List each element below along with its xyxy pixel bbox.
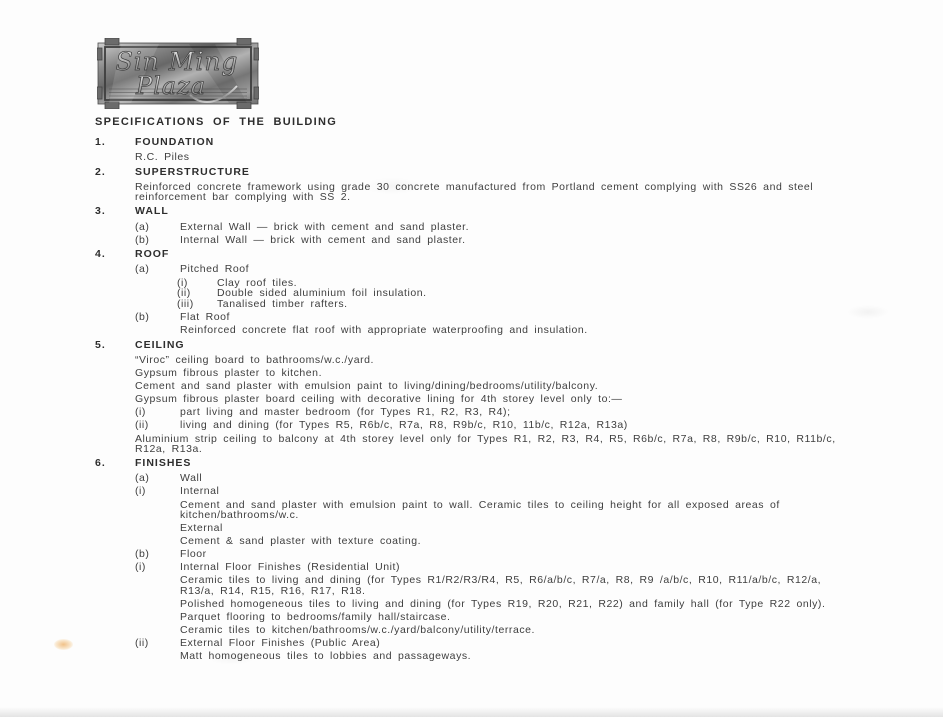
spec-list-item: [95, 264, 845, 274]
sin-ming-plaza-logo: [97, 38, 259, 109]
list-item-text: Flat Roof: [180, 311, 230, 324]
paragraph-text: Gypsum fibrous plaster to kitchen.: [135, 367, 323, 380]
spec-paragraph: [95, 536, 845, 546]
paragraph-text: R.C. Piles: [135, 151, 190, 164]
section-number: 3.: [95, 205, 106, 218]
paragraph-text: Cement and sand plaster with emulsion paint to wall. Ceramic tiles to ceiling height for all exposed areas of kitchen/bathrooms/w.c.: [180, 498, 780, 521]
paragraph-text: Parquet flooring to bedrooms/family hall/staircase.: [180, 610, 451, 623]
paragraph-text: Polished homogeneous tiles to living and dining (for Types R19, R20, R21, R22) and family hall (for Type R22 only).: [180, 597, 826, 610]
list-item-text: Internal: [180, 485, 220, 498]
spec-list-item: [95, 486, 845, 496]
spec-list-item: [95, 549, 845, 559]
list-item-label: (i): [135, 485, 146, 498]
spec-list-item: [95, 278, 845, 288]
list-item-text: Wall: [180, 472, 203, 485]
list-item-text: part living and master bedroom (for Types R1, R2, R3, R4);: [180, 406, 511, 419]
section-title: WALL: [135, 205, 169, 218]
spec-paragraph: [95, 500, 845, 521]
spec-paragraph: [95, 355, 845, 365]
list-item-text: Internal Wall — brick with cement and sand plaster.: [180, 233, 466, 246]
section-title: SUPERSTRUCTURE: [135, 165, 250, 178]
list-item-label: (i): [177, 276, 188, 289]
list-item-text: living and dining (for Types R5, R6b/c, R7a, R8, R9b/c, R10, 11b/c, R12a, R13a): [180, 419, 628, 432]
list-item-label: (a): [135, 220, 150, 233]
list-item-label: (a): [135, 263, 150, 276]
document-body: [95, 133, 845, 661]
section-number: 5.: [95, 338, 106, 351]
paragraph-text: Ceramic tiles to kitchen/bathrooms/w.c./yard/balcony/utility/terrace.: [180, 623, 536, 636]
list-item-text: Tanalised timber rafters.: [217, 298, 348, 311]
list-item-label: (i): [135, 406, 146, 419]
section-heading: [95, 137, 845, 147]
section-number: 2.: [95, 165, 106, 178]
paragraph-text: Matt homogeneous tiles to lobbies and passageways.: [180, 650, 472, 663]
spec-list-item: [95, 420, 845, 430]
spec-list-item: [95, 288, 845, 298]
paragraph-text: Cement and sand plaster with emulsion paint to living/dining/bedrooms/utility/balcony.: [135, 380, 599, 393]
spec-paragraph: [95, 368, 845, 378]
spec-list-item: [95, 638, 845, 648]
scan-bottom-edge: [0, 707, 943, 717]
spec-list-item: [95, 299, 845, 309]
spec-paragraph: [95, 434, 845, 455]
spec-paragraph: [95, 625, 845, 635]
section-title: ROOF: [135, 248, 170, 261]
list-item-label: (iii): [177, 298, 194, 311]
section-title: CEILING: [135, 338, 185, 351]
section-heading: [95, 340, 845, 350]
spec-paragraph: [95, 381, 845, 391]
list-item-label: (b): [135, 548, 150, 561]
section-heading: [95, 458, 845, 468]
paragraph-text: Ceramic tiles to living and dining (for Types R1/R2/R3/R4, R5, R6/a/b/c, R7/a, R8, R9 /a/b/c, R10, R11/a/b/c, R12/a, R13/a, R14, R15, R16, R17, R18.: [180, 574, 822, 597]
logo-text-line1: Sin Ming: [115, 47, 239, 76]
list-item-text: Pitched Roof: [180, 263, 250, 276]
list-item-text: External Floor Finishes (Public Area): [180, 637, 381, 650]
spec-paragraph: [95, 575, 845, 596]
list-item-label: (ii): [135, 637, 149, 650]
section-heading: [95, 206, 845, 216]
section-number: 1.: [95, 136, 106, 148]
spec-paragraph: [95, 394, 845, 404]
section-number: 6.: [95, 457, 106, 470]
spec-list-item: [95, 312, 845, 322]
paragraph-text: Aluminium strip ceiling to balcony at 4th storey level only for Types R1, R2, R3, R4, R5, R6b/c, R7a, R8, R9b/c, R10, R11b/c, R12a, R13a.: [135, 432, 836, 455]
spec-list-item: [95, 473, 845, 483]
list-item-label: (b): [135, 233, 150, 246]
list-item-text: Clay roof tiles.: [217, 276, 298, 289]
logo-text-line2: Plaza: [135, 72, 207, 100]
spec-list-item: [95, 235, 845, 245]
page-title: SPECIFICATIONS OF THE BUILDING: [95, 116, 338, 128]
spec-list-item: [95, 562, 845, 572]
paragraph-text: Gypsum fibrous plaster board ceiling with decorative lining for 4th storey level only to:—: [135, 393, 623, 406]
spec-list-item: [95, 222, 845, 232]
section-heading: [95, 167, 845, 177]
paragraph-text: Cement & sand plaster with texture coating.: [180, 535, 422, 548]
list-item-label: (b): [135, 311, 150, 324]
spec-paragraph: [95, 612, 845, 622]
section-number: 4.: [95, 248, 106, 261]
paragraph-text: Reinforced concrete framework using grade 30 concrete manufactured from Portland cement complying with SS26 and steel reinforcement bar complying with SS 2.: [135, 180, 814, 204]
section-title: FOUNDATION: [135, 136, 215, 148]
list-item-label: (i): [135, 561, 146, 574]
spec-paragraph: [95, 152, 845, 162]
list-item-label: (a): [135, 472, 150, 485]
paragraph-text: External: [180, 521, 223, 534]
spec-paragraph: [95, 325, 845, 335]
scan-stain-mark: [54, 639, 73, 650]
spec-paragraph: [95, 651, 845, 661]
list-item-label: (ii): [135, 419, 149, 432]
spec-paragraph: [95, 599, 845, 609]
list-item-text: Double sided aluminium foil insulation.: [217, 287, 427, 300]
list-item-text: Internal Floor Finishes (Residential Unit): [180, 561, 401, 574]
section-title: FINISHES: [135, 457, 192, 470]
paragraph-text: Reinforced concrete flat roof with appropriate waterproofing and insulation.: [180, 324, 588, 337]
spec-list-item: [95, 407, 845, 417]
spec-paragraph: [95, 182, 845, 203]
section-heading: [95, 249, 845, 259]
paragraph-text: “Viroc” ceiling board to bathrooms/w.c./yard.: [135, 353, 374, 366]
list-item-text: External Wall — brick with cement and sand plaster.: [180, 220, 470, 233]
list-item-text: Floor: [180, 548, 207, 561]
spec-paragraph: [95, 523, 845, 533]
list-item-label: (ii): [177, 287, 191, 300]
